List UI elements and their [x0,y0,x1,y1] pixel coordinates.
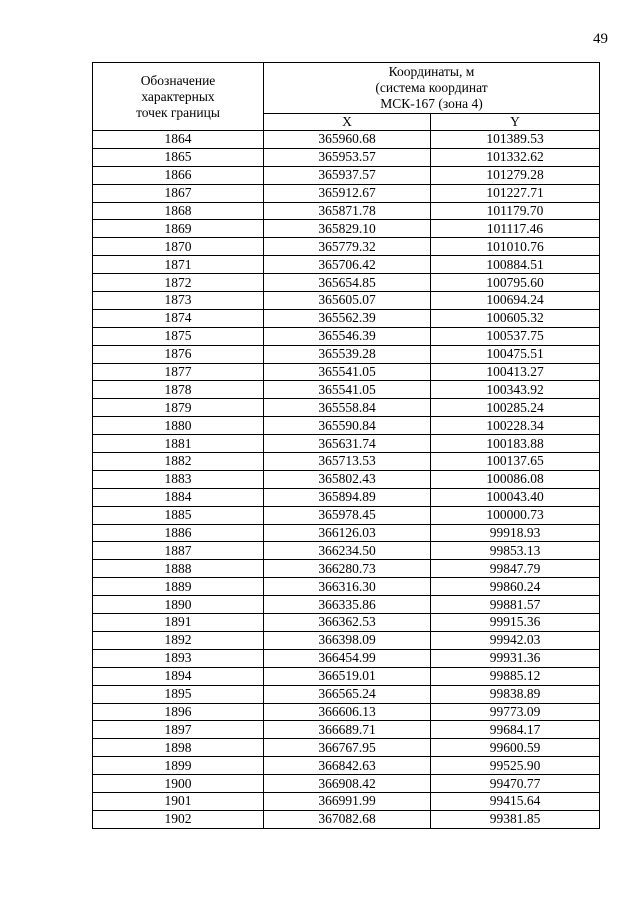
table-row [93,363,600,381]
x-coordinate-cell: 365871.78 [264,202,431,220]
x-coordinate-cell: 365937.57 [264,166,431,184]
coordinates-table [92,62,600,829]
y-coordinate-cell: 99942.03 [431,631,600,649]
y-coordinate-cell: 100137.65 [431,453,600,471]
y-coordinate-cell: 100183.88 [431,435,600,453]
x-column-header: X [264,114,431,131]
y-coordinate-cell: 100694.24 [431,292,600,310]
y-coordinate-cell: 99838.89 [431,685,600,703]
y-coordinate-cell: 100228.34 [431,417,600,435]
point-id-cell: 1886 [93,524,264,542]
point-id-cell: 1889 [93,578,264,596]
y-coordinate-cell: 99773.09 [431,703,600,721]
y-coordinate-cell: 100605.32 [431,309,600,327]
y-coordinate-cell: 101389.53 [431,131,600,149]
table-row [93,685,600,703]
y-coordinate-cell: 99470.77 [431,775,600,793]
point-id-cell: 1864 [93,131,264,149]
coordinates-header-line: Координаты, м [388,64,475,79]
x-coordinate-cell: 365562.39 [264,309,431,327]
x-coordinate-cell: 366316.30 [264,578,431,596]
table-row [93,184,600,202]
point-id-cell: 1900 [93,775,264,793]
x-coordinate-cell: 365631.74 [264,435,431,453]
point-label-header-line: точек границы [136,104,220,120]
y-coordinate-cell: 99881.57 [431,596,600,614]
point-id-cell: 1885 [93,506,264,524]
table-row [93,631,600,649]
table-row [93,757,600,775]
y-coordinate-cell: 100343.92 [431,381,600,399]
x-coordinate-cell: 365713.53 [264,453,431,471]
point-id-cell: 1880 [93,417,264,435]
table-row [93,488,600,506]
point-id-cell: 1875 [93,327,264,345]
point-id-cell: 1866 [93,166,264,184]
table-row [93,739,600,757]
x-coordinate-cell: 365894.89 [264,488,431,506]
y-coordinate-cell: 100795.60 [431,274,600,292]
point-id-cell: 1865 [93,148,264,166]
point-id-cell: 1868 [93,202,264,220]
x-coordinate-cell: 365912.67 [264,184,431,202]
y-coordinate-cell: 99847.79 [431,560,600,578]
point-id-cell: 1898 [93,739,264,757]
table-row [93,309,600,327]
y-coordinate-cell: 100413.27 [431,363,600,381]
x-coordinate-cell: 365802.43 [264,470,431,488]
point-id-cell: 1873 [93,292,264,310]
x-coordinate-cell: 365706.42 [264,256,431,274]
point-id-cell: 1867 [93,184,264,202]
y-column-header: Y [431,114,600,131]
y-coordinate-cell: 99931.36 [431,649,600,667]
table-row [93,524,600,542]
x-coordinate-cell: 366842.63 [264,757,431,775]
point-id-cell: 1879 [93,399,264,417]
table-row [93,775,600,793]
point-id-cell: 1895 [93,685,264,703]
y-coordinate-cell: 99860.24 [431,578,600,596]
y-coordinate-cell: 100000.73 [431,506,600,524]
table-row [93,470,600,488]
point-id-cell: 1894 [93,667,264,685]
y-coordinate-cell: 101117.46 [431,220,600,238]
table-row [93,542,600,560]
table-row [93,810,600,828]
table-row [93,345,600,363]
point-id-cell: 1897 [93,721,264,739]
x-coordinate-cell: 366908.42 [264,775,431,793]
y-coordinate-cell: 101179.70 [431,202,600,220]
y-coordinate-cell: 99918.93 [431,524,600,542]
table-row [93,506,600,524]
x-coordinate-cell: 365546.39 [264,327,431,345]
table-row [93,667,600,685]
y-coordinate-cell: 99415.64 [431,792,600,810]
x-coordinate-cell: 365541.05 [264,363,431,381]
x-coordinate-cell: 366234.50 [264,542,431,560]
x-coordinate-cell: 365978.45 [264,506,431,524]
x-coordinate-cell: 365590.84 [264,417,431,435]
point-id-cell: 1887 [93,542,264,560]
table-row [93,614,600,632]
y-coordinate-cell: 100285.24 [431,399,600,417]
y-coordinate-cell: 99853.13 [431,542,600,560]
y-coordinate-cell: 99684.17 [431,721,600,739]
point-id-cell: 1902 [93,810,264,828]
y-coordinate-cell: 101332.62 [431,148,600,166]
table-row [93,202,600,220]
point-label-header-line: характерных [141,88,215,104]
point-id-cell: 1882 [93,453,264,471]
y-coordinate-cell: 100537.75 [431,327,600,345]
point-id-cell: 1892 [93,631,264,649]
x-coordinate-cell: 366398.09 [264,631,431,649]
point-id-cell: 1878 [93,381,264,399]
table-row [93,596,600,614]
point-id-cell: 1874 [93,309,264,327]
y-coordinate-cell: 99915.36 [431,614,600,632]
table-row [93,381,600,399]
table-row [93,792,600,810]
y-coordinate-cell: 100884.51 [431,256,600,274]
table-row [93,453,600,471]
y-coordinate-cell: 99525.90 [431,757,600,775]
y-coordinate-cell: 100043.40 [431,488,600,506]
point-id-cell: 1872 [93,274,264,292]
y-coordinate-cell: 99600.59 [431,739,600,757]
table-row [93,292,600,310]
y-coordinate-cell: 99885.12 [431,667,600,685]
x-coordinate-cell: 365605.07 [264,292,431,310]
point-id-cell: 1888 [93,560,264,578]
table-row [93,238,600,256]
y-coordinate-cell: 100475.51 [431,345,600,363]
x-coordinate-cell: 366519.01 [264,667,431,685]
coordinates-header-line: (система координат [375,80,488,95]
x-coordinate-cell: 366767.95 [264,739,431,757]
point-id-cell: 1869 [93,220,264,238]
point-id-cell: 1884 [93,488,264,506]
x-coordinate-cell: 366565.24 [264,685,431,703]
point-id-cell: 1870 [93,238,264,256]
x-coordinate-cell: 365539.28 [264,345,431,363]
table-row [93,148,600,166]
x-coordinate-cell: 365960.68 [264,131,431,149]
coordinates-header [264,63,600,114]
point-label-header-line: Обозначение [140,72,216,88]
point-id-cell: 1891 [93,614,264,632]
x-coordinate-cell: 365541.05 [264,381,431,399]
x-coordinate-cell: 366991.99 [264,792,431,810]
point-id-cell: 1881 [93,435,264,453]
y-coordinate-cell: 101010.76 [431,238,600,256]
point-label-header [93,63,264,131]
x-coordinate-cell: 367082.68 [264,810,431,828]
table-row [93,435,600,453]
x-coordinate-cell: 365654.85 [264,274,431,292]
table-row [93,560,600,578]
point-id-cell: 1877 [93,363,264,381]
x-coordinate-cell: 366689.71 [264,721,431,739]
table-row [93,399,600,417]
x-coordinate-cell: 365953.57 [264,148,431,166]
point-id-cell: 1896 [93,703,264,721]
table-row [93,327,600,345]
x-coordinate-cell: 365829.10 [264,220,431,238]
table-row [93,220,600,238]
x-coordinate-cell: 365558.84 [264,399,431,417]
table-row [93,721,600,739]
table-row [93,417,600,435]
x-coordinate-cell: 365779.32 [264,238,431,256]
point-id-cell: 1883 [93,470,264,488]
coordinates-header-line: МСК-167 (зона 4) [380,96,483,111]
y-coordinate-cell: 100086.08 [431,470,600,488]
y-coordinate-cell: 101227.71 [431,184,600,202]
x-coordinate-cell: 366606.13 [264,703,431,721]
table-row [93,578,600,596]
table-header [93,63,600,131]
x-coordinate-cell: 366362.53 [264,614,431,632]
table-row [93,703,600,721]
point-id-cell: 1876 [93,345,264,363]
page-number: 49 [593,31,608,47]
point-id-cell: 1893 [93,649,264,667]
y-coordinate-cell: 101279.28 [431,166,600,184]
y-coordinate-cell: 99381.85 [431,810,600,828]
table-row [93,274,600,292]
table-row [93,166,600,184]
table-row [93,256,600,274]
x-coordinate-cell: 366126.03 [264,524,431,542]
table-row [93,131,600,149]
point-id-cell: 1871 [93,256,264,274]
x-coordinate-cell: 366280.73 [264,560,431,578]
table-body [93,131,600,829]
point-id-cell: 1890 [93,596,264,614]
point-id-cell: 1901 [93,792,264,810]
x-coordinate-cell: 366454.99 [264,649,431,667]
x-coordinate-cell: 366335.86 [264,596,431,614]
point-id-cell: 1899 [93,757,264,775]
table-row [93,649,600,667]
